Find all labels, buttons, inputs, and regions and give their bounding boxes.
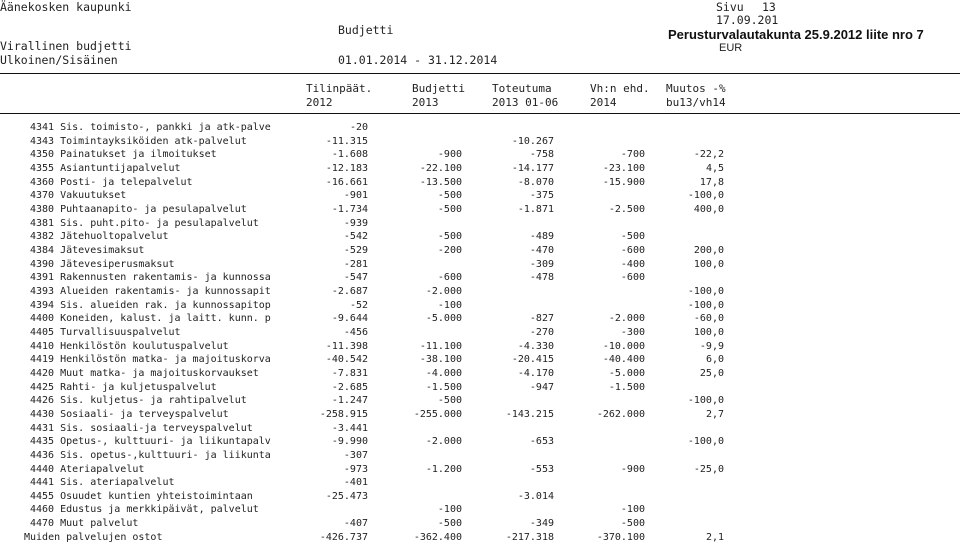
row-label: 4382 Jätehuoltopalvelut — [30, 231, 169, 243]
value-vh-ehd-2014: -5.000 — [608, 367, 645, 379]
value-budjetti-2013: -1.500 — [425, 381, 462, 393]
header-bottom-rule — [0, 113, 960, 114]
value-toteutuma-2013: -3.014 — [517, 490, 554, 502]
value-vh-ehd-2014: -500 — [620, 518, 645, 530]
value-tilinpaat-2012: -20 — [349, 122, 368, 133]
table-row — [0, 149, 960, 162]
value-tilinpaat-2012: -3.441 — [331, 422, 368, 434]
row-label: 4360 Posti- ja telepalvelut — [30, 176, 193, 188]
table-row — [0, 204, 960, 217]
value-budjetti-2013: -22.100 — [419, 162, 462, 174]
value-tilinpaat-2012: -407 — [343, 518, 368, 530]
table-row — [0, 518, 960, 531]
row-label: 4419 Henkilöstön matka- ja majoituskorva — [30, 354, 271, 366]
value-muutos-pct: 100,0 — [693, 258, 724, 270]
table-row — [0, 341, 960, 354]
row-label: 4410 Henkilöstön koulutuspalvelut — [30, 340, 229, 352]
value-budjetti-2013: -2.000 — [425, 436, 462, 448]
row-label: 4405 Turvallisuuspalvelut — [30, 326, 181, 338]
value-vh-ehd-2014: -262.000 — [596, 408, 645, 420]
value-toteutuma-2013: -947 — [529, 381, 554, 393]
value-budjetti-2013: -900 — [437, 149, 462, 161]
table-row — [0, 231, 960, 244]
city-name: Äänekosken kaupunki — [0, 0, 132, 14]
row-label: 4460 Edustus ja merkkipäivät, palvelut — [30, 504, 259, 516]
value-vh-ehd-2014: -600 — [620, 272, 645, 284]
period-range: 01.01.2014 - 31.12.2014 — [338, 53, 498, 67]
table-row — [0, 464, 960, 477]
value-muutos-pct: -100,0 — [687, 285, 724, 297]
value-muutos-pct: -60,0 — [693, 313, 724, 325]
value-muutos-pct: -100,0 — [687, 299, 724, 311]
value-budjetti-2013: -200 — [437, 244, 462, 256]
row-label: 4341 Sis. toimisto-, pankki ja atk-palve — [30, 122, 271, 133]
table-row — [0, 354, 960, 367]
value-toteutuma-2013: -4.330 — [517, 340, 554, 352]
value-budjetti-2013: -5.000 — [425, 313, 462, 325]
row-label: 4430 Sosiaali- ja terveyspalvelut — [30, 408, 229, 420]
value-vh-ehd-2014: -900 — [620, 463, 645, 475]
value-toteutuma-2013: -1.871 — [517, 203, 554, 215]
value-toteutuma-2013: -143.215 — [505, 408, 554, 420]
row-label: 4394 Sis. alueiden rak. ja kunnossapitop — [30, 299, 271, 311]
table-row — [0, 272, 960, 285]
value-tilinpaat-2012: -973 — [343, 463, 368, 475]
table-row — [0, 409, 960, 422]
value-vh-ehd-2014: -15.900 — [602, 176, 645, 188]
value-toteutuma-2013: -349 — [529, 518, 554, 530]
value-budjetti-2013: -100 — [437, 504, 462, 516]
value-vh-ehd-2014: -370.100 — [596, 531, 645, 543]
value-toteutuma-2013: -20.415 — [511, 354, 554, 366]
value-toteutuma-2013: -217.318 — [505, 531, 554, 543]
value-tilinpaat-2012: -12.183 — [325, 162, 368, 174]
value-toteutuma-2013: -758 — [529, 149, 554, 161]
value-tilinpaat-2012: -1.247 — [331, 395, 368, 407]
budget-title: Virallinen budjetti — [0, 39, 132, 53]
value-tilinpaat-2012: -40.542 — [325, 354, 368, 366]
row-label: 4440 Ateriapalvelut — [30, 463, 145, 475]
table-row — [0, 122, 960, 135]
table-row — [0, 368, 960, 381]
value-vh-ehd-2014: -300 — [620, 326, 645, 338]
value-toteutuma-2013: -653 — [529, 436, 554, 448]
value-muutos-pct: -25,0 — [693, 463, 724, 475]
report-date: 17.09.201 — [716, 13, 779, 27]
value-tilinpaat-2012: -11.315 — [325, 135, 368, 147]
value-tilinpaat-2012: -901 — [343, 190, 368, 202]
value-toteutuma-2013: -553 — [529, 463, 554, 475]
column-header-1-line2: 2012 — [306, 96, 333, 109]
value-tilinpaat-2012: -426.737 — [319, 531, 368, 543]
page-label: Sivu — [716, 0, 744, 14]
value-vh-ehd-2014: -1.500 — [608, 381, 645, 393]
row-label: 4391 Rakennusten rakentamis- ja kunnossa — [30, 272, 271, 284]
value-budjetti-2013: -500 — [437, 395, 462, 407]
value-tilinpaat-2012: -542 — [343, 231, 368, 243]
value-vh-ehd-2014: -700 — [620, 149, 645, 161]
value-tilinpaat-2012: -258.915 — [319, 408, 368, 420]
table-row — [0, 136, 960, 149]
column-header-3-line1: Toteutuma — [492, 82, 552, 95]
value-tilinpaat-2012: -529 — [343, 244, 368, 256]
value-muutos-pct: -100,0 — [687, 436, 724, 448]
row-label: 4384 Jätevesimaksut — [30, 244, 145, 256]
value-muutos-pct: 4,5 — [705, 162, 724, 174]
value-vh-ehd-2014: -40.400 — [602, 354, 645, 366]
value-vh-ehd-2014: -10.000 — [602, 340, 645, 352]
value-tilinpaat-2012: -281 — [343, 258, 368, 270]
row-label: 4426 Sis. kuljetus- ja rahtipalvelut — [30, 395, 247, 407]
table-row — [0, 259, 960, 272]
row-label: 4380 Puhtaanapito- ja pesulapalvelut — [30, 203, 247, 215]
column-header-1-line1: Tilinpäät. — [306, 82, 373, 95]
column-header-2-line1: Budjetti — [412, 82, 465, 95]
header-top-rule — [0, 73, 960, 74]
row-label: 4435 Opetus-, kulttuuri- ja liikuntapalv — [30, 436, 271, 448]
value-budjetti-2013: -362.400 — [413, 531, 462, 543]
value-tilinpaat-2012: -939 — [343, 217, 368, 229]
row-label: 4355 Asiantuntijapalvelut — [30, 162, 181, 174]
scope-label: Ulkoinen/Sisäinen — [0, 53, 118, 67]
total-label: Muiden palvelujen ostot — [24, 531, 163, 543]
value-tilinpaat-2012: -52 — [349, 299, 368, 311]
value-muutos-pct: 6,0 — [705, 354, 724, 366]
row-label: 4350 Painatukset ja ilmoitukset — [30, 149, 217, 161]
table-row — [0, 300, 960, 313]
value-tilinpaat-2012: -456 — [343, 326, 368, 338]
value-toteutuma-2013: -375 — [529, 190, 554, 202]
table-row — [0, 504, 960, 517]
row-label: 4470 Muut palvelut — [30, 518, 139, 530]
table-row — [0, 286, 960, 299]
value-toteutuma-2013: -14.177 — [511, 162, 554, 174]
value-budjetti-2013: -2.000 — [425, 285, 462, 297]
row-label: 4370 Vakuutukset — [30, 190, 127, 202]
value-tilinpaat-2012: -16.661 — [325, 176, 368, 188]
table-row — [0, 177, 960, 190]
value-tilinpaat-2012: -25.473 — [325, 490, 368, 502]
table-row — [0, 423, 960, 436]
table-row — [0, 313, 960, 326]
value-muutos-pct: 2,7 — [705, 408, 724, 420]
value-budjetti-2013: -500 — [437, 190, 462, 202]
row-label: 4381 Sis. puht.pito- ja pesulapalvelut — [30, 217, 259, 229]
table-row — [0, 245, 960, 258]
value-vh-ehd-2014: -23.100 — [602, 162, 645, 174]
total-row — [0, 532, 960, 545]
value-toteutuma-2013: -478 — [529, 272, 554, 284]
table-row — [0, 395, 960, 408]
value-vh-ehd-2014: -2.000 — [608, 313, 645, 325]
row-label: 4455 Osuudet kuntien yhteistoimintaan — [30, 490, 253, 502]
row-label: 4390 Jätevesiperusmaksut — [30, 258, 175, 270]
value-muutos-pct: -9,9 — [699, 340, 724, 352]
value-vh-ehd-2014: -2.500 — [608, 203, 645, 215]
table-row — [0, 327, 960, 340]
value-budjetti-2013: -500 — [437, 203, 462, 215]
value-budjetti-2013: -600 — [437, 272, 462, 284]
row-label: 4343 Toimintayksiköiden atk-palvelut — [30, 135, 247, 147]
currency-label: EUR — [719, 42, 743, 54]
row-label: 4400 Koneiden, kalust. ja laitt. kunn. p — [30, 313, 271, 325]
value-budjetti-2013: -255.000 — [413, 408, 462, 420]
value-muutos-pct: 400,0 — [693, 203, 724, 215]
value-tilinpaat-2012: -1.734 — [331, 203, 368, 215]
value-budjetti-2013: -13.500 — [419, 176, 462, 188]
value-muutos-pct: -22,2 — [693, 149, 724, 161]
value-tilinpaat-2012: -7.831 — [331, 367, 368, 379]
value-tilinpaat-2012: -9.644 — [331, 313, 368, 325]
value-tilinpaat-2012: -401 — [343, 477, 368, 489]
value-budjetti-2013: -100 — [437, 299, 462, 311]
column-header-5-line1: Muutos -% — [666, 82, 726, 95]
value-muutos-pct: 200,0 — [693, 244, 724, 256]
value-muutos-pct: -100,0 — [687, 190, 724, 202]
value-toteutuma-2013: -4.170 — [517, 367, 554, 379]
column-header-2-line2: 2013 — [412, 96, 439, 109]
value-vh-ehd-2014: -400 — [620, 258, 645, 270]
table-row — [0, 382, 960, 395]
value-tilinpaat-2012: -307 — [343, 449, 368, 461]
value-toteutuma-2013: -827 — [529, 313, 554, 325]
document-type: Budjetti — [338, 23, 394, 37]
table-row — [0, 218, 960, 231]
row-label: 4420 Muut matka- ja majoituskorvaukset — [30, 367, 259, 379]
value-vh-ehd-2014: -600 — [620, 244, 645, 256]
row-label: 4441 Sis. ateriapalvelut — [30, 477, 175, 489]
value-tilinpaat-2012: -2.685 — [331, 381, 368, 393]
row-label: 4436 Sis. opetus-,kulttuuri- ja liikunta — [30, 449, 271, 461]
value-toteutuma-2013: -309 — [529, 258, 554, 270]
value-toteutuma-2013: -489 — [529, 231, 554, 243]
value-toteutuma-2013: -10.267 — [511, 135, 554, 147]
value-tilinpaat-2012: -2.687 — [331, 285, 368, 297]
meeting-note: Perusturvalautakunta 25.9.2012 liite nro 7 — [668, 27, 924, 42]
value-tilinpaat-2012: -1.608 — [331, 149, 368, 161]
value-muutos-pct: 2,1 — [705, 531, 724, 543]
value-budjetti-2013: -11.100 — [419, 340, 462, 352]
row-label: 4393 Alueiden rakentamis- ja kunnossapit — [30, 285, 271, 297]
column-header-5-line2: bu13/vh14 — [666, 96, 726, 109]
table-row — [0, 436, 960, 449]
value-budjetti-2013: -1.200 — [425, 463, 462, 475]
table-row — [0, 450, 960, 463]
value-budjetti-2013: -38.100 — [419, 354, 462, 366]
column-header-4-line1: Vh:n ehd. — [590, 82, 650, 95]
column-header-3-line2: 2013 01-06 — [492, 96, 559, 109]
value-vh-ehd-2014: -500 — [620, 231, 645, 243]
table-row — [0, 190, 960, 203]
value-toteutuma-2013: -270 — [529, 326, 554, 338]
page-number: 13 — [762, 0, 776, 14]
row-label: 4431 Sis. sosiaali-ja terveyspalvelut — [30, 422, 253, 434]
row-label: 4425 Rahti- ja kuljetuspalvelut — [30, 381, 217, 393]
value-vh-ehd-2014: -100 — [620, 504, 645, 516]
value-muutos-pct: 25,0 — [699, 367, 724, 379]
column-header-4-line2: 2014 — [590, 96, 617, 109]
value-budjetti-2013: -500 — [437, 518, 462, 530]
table-row — [0, 491, 960, 504]
table-row — [0, 477, 960, 490]
value-budjetti-2013: -4.000 — [425, 367, 462, 379]
value-muutos-pct: 100,0 — [693, 326, 724, 338]
table-row — [0, 163, 960, 176]
value-muutos-pct: -100,0 — [687, 395, 724, 407]
value-toteutuma-2013: -470 — [529, 244, 554, 256]
value-tilinpaat-2012: -9.990 — [331, 436, 368, 448]
value-tilinpaat-2012: -547 — [343, 272, 368, 284]
value-tilinpaat-2012: -11.398 — [325, 340, 368, 352]
value-muutos-pct: 17,8 — [699, 176, 724, 188]
value-toteutuma-2013: -8.070 — [517, 176, 554, 188]
value-budjetti-2013: -500 — [437, 231, 462, 243]
